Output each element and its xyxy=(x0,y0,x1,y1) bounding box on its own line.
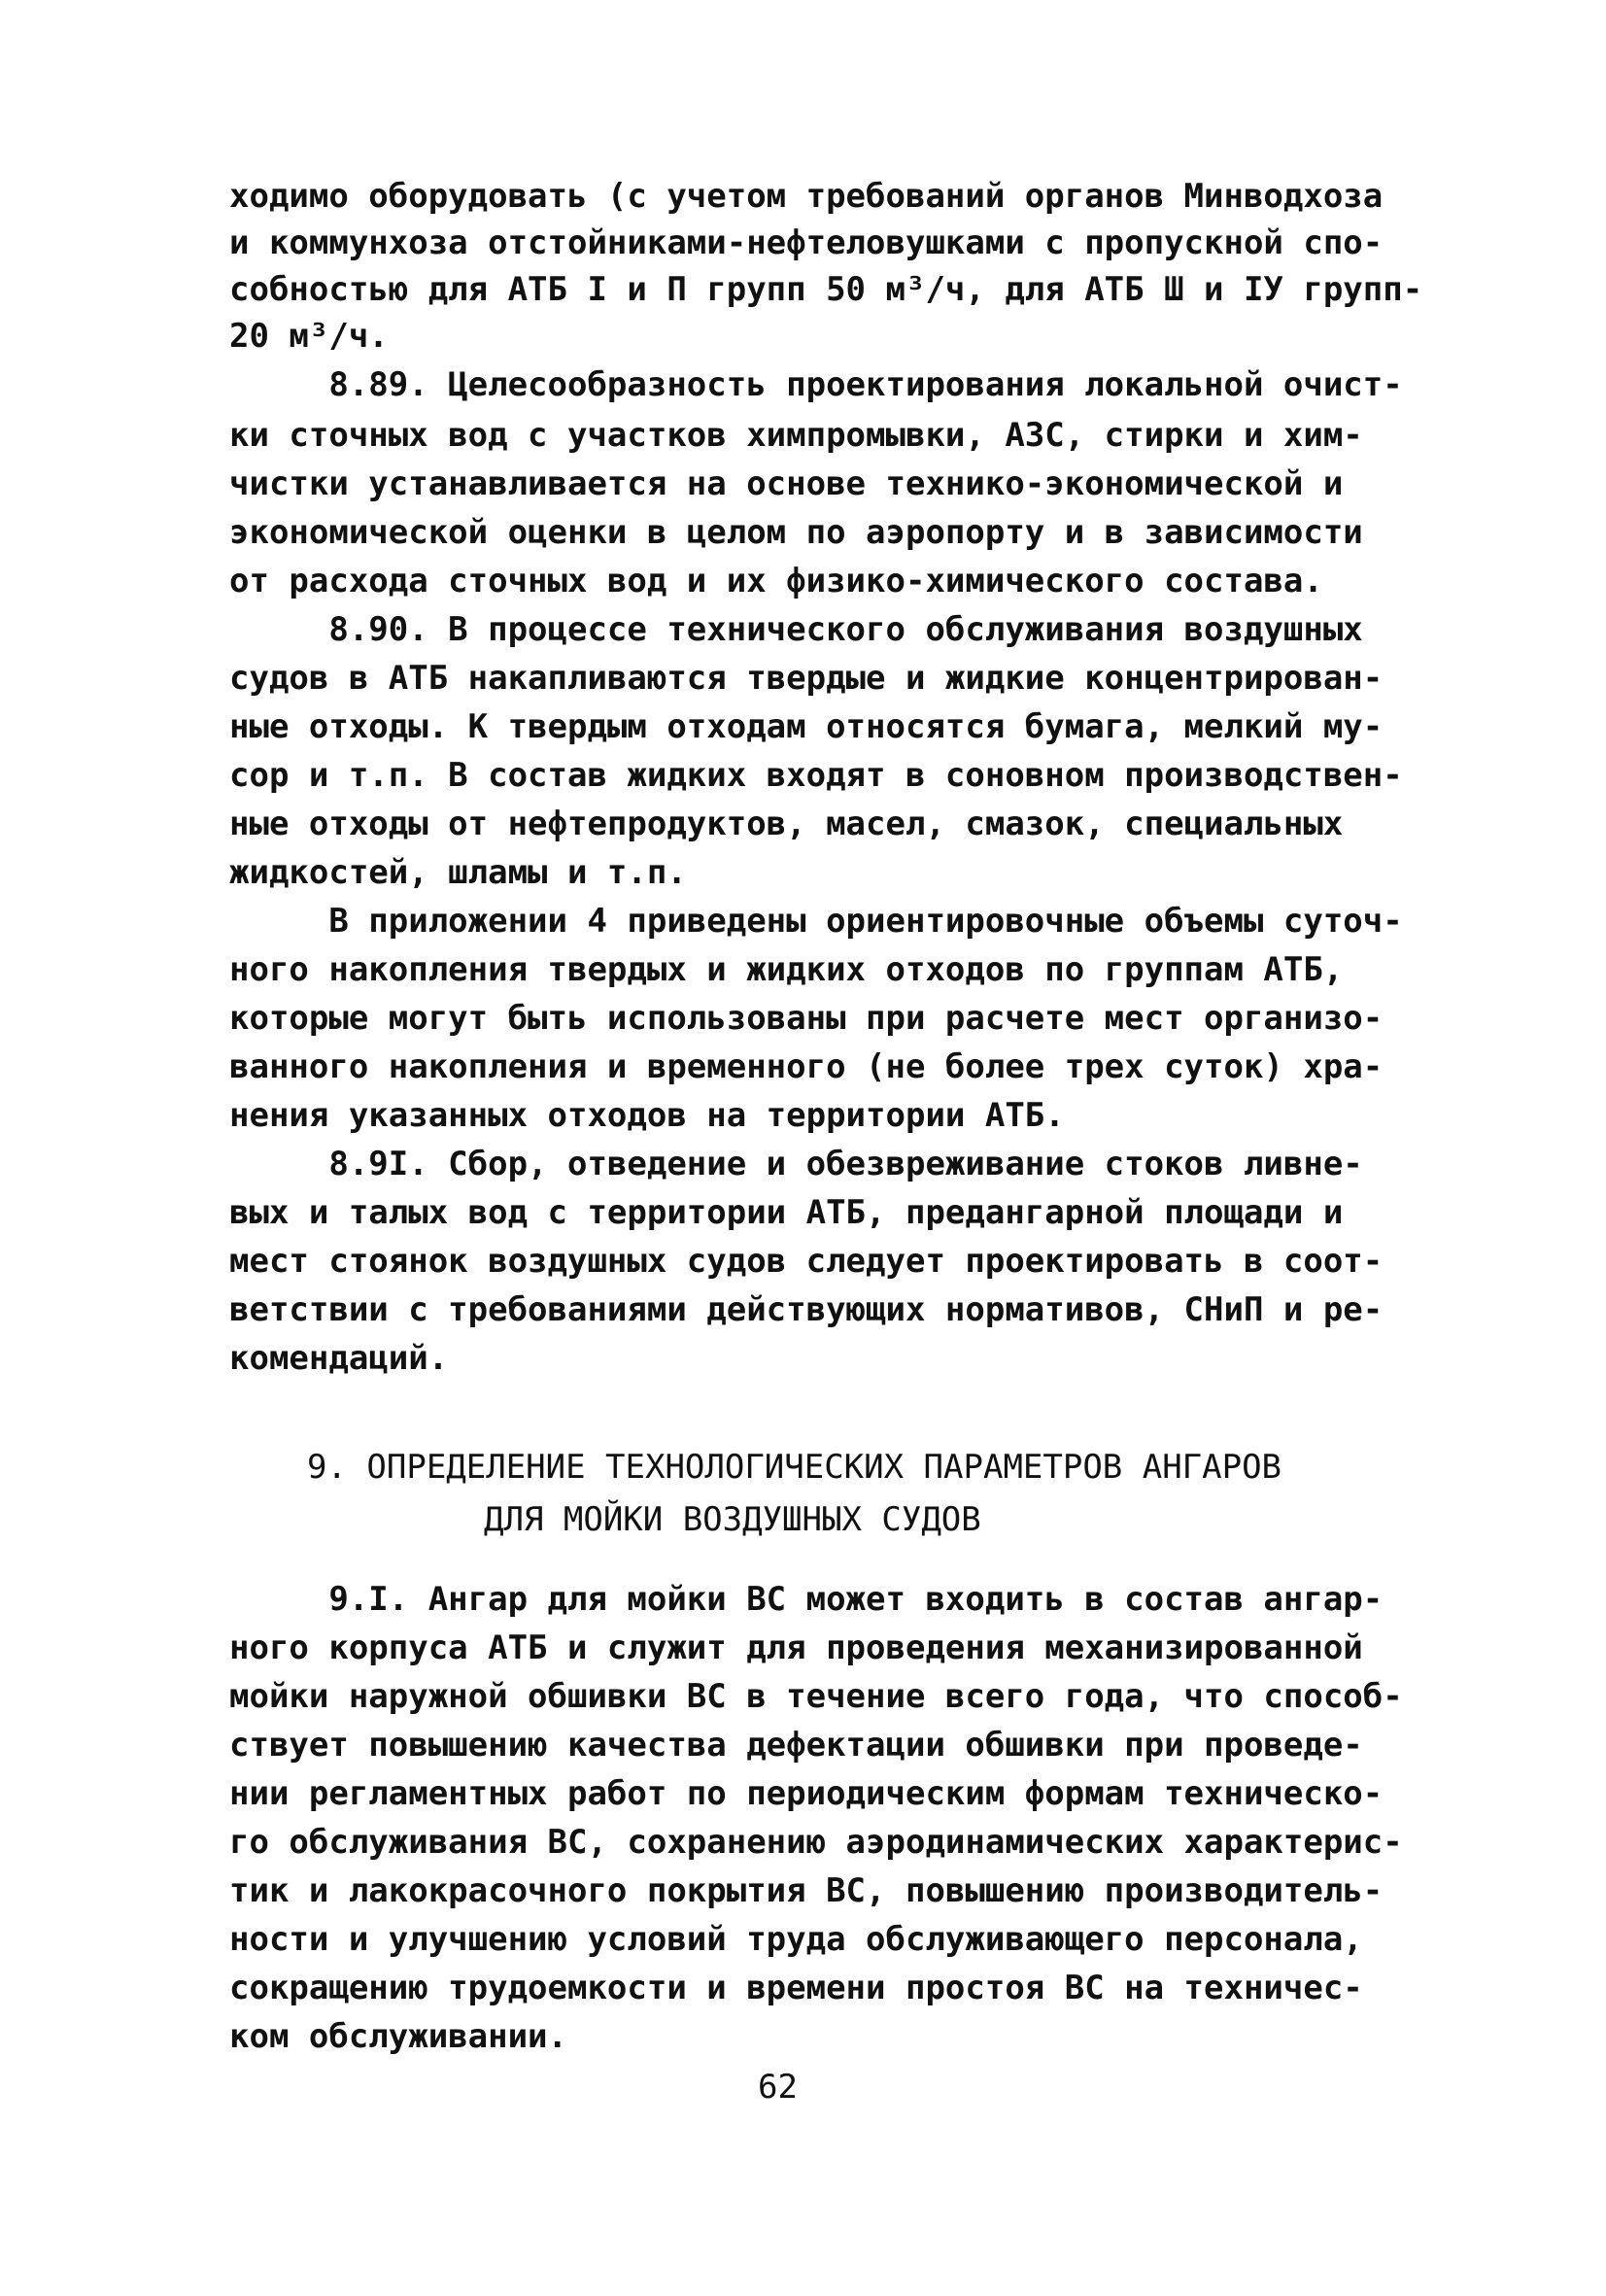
text-line: 8.90. В процессе технического обслуживания воздушных xyxy=(229,610,1363,649)
text-line: собностью для АТБ I и П групп 50 м³/ч, для АТБ Ш и IУ групп- xyxy=(229,270,1423,309)
text-line: сор и т.п. В состав жидких входят в соновном производствен- xyxy=(229,756,1403,795)
text-line: ки сточных вод с участков химпромывки, АЗС, стирки и хим- xyxy=(229,416,1363,455)
text-line: мест стоянок воздушных судов следует проектировать в соот- xyxy=(229,1242,1384,1281)
text-line: ком обслуживании. xyxy=(229,2017,567,2056)
text-line: жидкостей, шламы и т.п. xyxy=(229,853,687,892)
text-line: ванного накопления и временного (не более трех суток) хра- xyxy=(229,1047,1384,1086)
text-line: го обслуживания ВС, сохранению аэродинамических характерис- xyxy=(229,1823,1403,1862)
text-line: тик и лакокрасочного покрытия ВС, повышению производитель- xyxy=(229,1871,1384,1910)
text-line: экономической оценки в целом по аэропорту и в зависимости xyxy=(229,513,1363,552)
text-line: 20 м³/ч. xyxy=(229,317,389,356)
text-line: нии регламентных работ по периодическим формам техническо- xyxy=(229,1774,1384,1813)
page-number: 62 xyxy=(758,2068,798,2107)
text-line: судов в АТБ накапливаются твердые и жидкие концентрирован- xyxy=(229,659,1384,698)
text-line: 8.9I. Сбор, отведение и обезвреживание стоков ливне- xyxy=(229,1145,1363,1183)
text-line: ные отходы от нефтепродуктов, масел, смазок, специальных xyxy=(229,805,1344,843)
text-line: ные отходы. К твердым отходам относятся бумага, мелкий му- xyxy=(229,707,1384,746)
text-line: ветствии с требованиями действующих нормативов, СНиП и ре- xyxy=(229,1290,1384,1329)
text-line: ного накопления твердых и жидких отходов по группам АТБ, xyxy=(229,950,1344,989)
text-line: ходимо оборудовать (с учетом требований органов Минводхоза xyxy=(229,177,1384,216)
text-line: ности и улучшению условий труда обслуживающего персонала, xyxy=(229,1920,1363,1959)
section-heading: 9. ОПРЕДЕЛЕНИЕ ТЕХНОЛОГИЧЕСКИХ ПАРАМЕТРОВ АНГАРОВ xyxy=(307,1448,1282,1487)
text-line: ствует повышению качества дефектации обшивки при проведе- xyxy=(229,1726,1363,1765)
text-line: и коммунхоза отстойниками-нефтеловушками с пропускной спо- xyxy=(229,223,1384,262)
text-line: нения указанных отходов на территории АТБ. xyxy=(229,1096,1065,1135)
text-line: сокращению трудоемкости и времени простоя ВС на техничес- xyxy=(229,1969,1363,2007)
section-heading: ДЛЯ МОЙКИ ВОЗДУШНЫХ СУДОВ xyxy=(484,1500,981,1539)
text-line: В приложении 4 приведены ориентировочные объемы суточ- xyxy=(229,902,1403,941)
text-line: комендаций. xyxy=(229,1339,449,1378)
text-line: ного корпуса АТБ и служит для проведения механизированной xyxy=(229,1628,1363,1667)
text-line: вых и талых вод с территории АТБ, предангарной площади и xyxy=(229,1193,1344,1232)
text-line: которые могут быть использованы при расчете мест организо- xyxy=(229,999,1384,1038)
text-line: 9.I. Ангар для мойки ВС может входить в состав ангар- xyxy=(229,1580,1384,1619)
text-line: мойки наружной обшивки ВС в течение всего года, что способ- xyxy=(229,1677,1403,1716)
text-line: 8.89. Целесообразность проектирования локальной очист- xyxy=(229,365,1403,404)
text-line: от расхода сточных вод и их физико-химического состава. xyxy=(229,562,1323,600)
text-line: чистки устанавливается на основе технико-экономической и xyxy=(229,464,1344,503)
